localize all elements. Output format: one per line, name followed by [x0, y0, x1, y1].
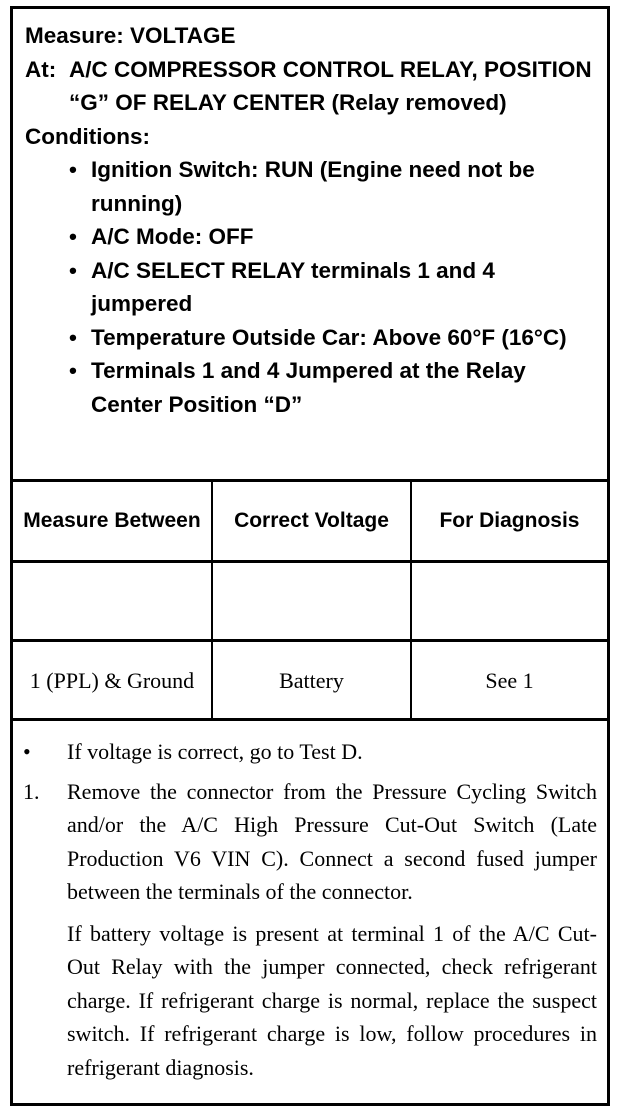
measurement-table: [13, 482, 607, 721]
test-card: [10, 6, 610, 1106]
bullet-icon: •: [69, 257, 77, 283]
cell-for-diagnosis: See 1: [411, 641, 607, 720]
bullet-icon: •: [69, 324, 77, 350]
cell-measure-between: 1 (PPL) & Ground: [13, 641, 212, 720]
condition-item: [69, 220, 597, 254]
condition-item: [69, 153, 597, 220]
diagnosis-notes: [13, 727, 607, 1084]
note-number: 1.: [23, 778, 40, 804]
spacer-cell: [212, 562, 411, 641]
column-header-measure-between: Measure Between: [13, 482, 212, 562]
condition-item: [69, 354, 597, 421]
test-header: [13, 9, 607, 482]
condition-text: A/C SELECT RELAY terminals 1 and 4 jumpered: [91, 257, 495, 316]
at-label: At:: [25, 56, 57, 82]
bullet-icon: •: [69, 224, 77, 249]
condition-item: [69, 254, 597, 321]
cell-correct-voltage: Battery: [212, 641, 411, 720]
bullet-icon: •: [69, 157, 77, 182]
at-row: [25, 53, 597, 120]
at-location: A/C COMPRESSOR CONTROL RELAY, POSITION “G” OF RELAY CENTER (Relay removed): [69, 56, 592, 115]
condition-text: Ignition Switch: RUN (Engine need not be running): [91, 157, 535, 216]
note-paragraph: If battery voltage is present at terminal 1 of the A/C Cut-Out Relay with the jumper connected, check refrigerant charge. If refrigerant charge is normal, replace the suspect switch. If refrigerant charge is low, follow procedures in refrigerant diagnosis.: [67, 920, 597, 1080]
measure-line: Measure: VOLTAGE: [25, 23, 236, 48]
bullet-icon: •: [23, 739, 31, 764]
note-bullet-item: [23, 735, 597, 769]
spacer-cell: [411, 562, 607, 641]
conditions-list: [25, 153, 597, 421]
condition-text: Terminals 1 and 4 Jumpered at the Relay Center Position “D”: [91, 358, 526, 417]
note-text: If voltage is correct, go to Test D.: [67, 739, 363, 764]
column-header-for-diagnosis: For Diagnosis: [411, 482, 607, 562]
note-paragraph: Remove the connector from the Pressure Cycling Switch and/or the A/C High Pressure Cut-Out Switch (Late Production V6 VIN C). Connect a second fused jumper between the terminals of the connector.: [67, 778, 597, 904]
note-body: [67, 775, 597, 1085]
condition-item: [69, 321, 597, 355]
note-numbered-item: [23, 775, 597, 1085]
table-spacer-row: [13, 562, 607, 641]
bullet-icon: •: [69, 358, 77, 383]
condition-text: Temperature Outside Car: Above 60°F (16°C): [91, 324, 567, 350]
spacer-cell: [13, 562, 212, 641]
table-header-row: [13, 482, 607, 562]
condition-text: A/C Mode: OFF: [91, 224, 254, 249]
conditions-label: Conditions:: [25, 123, 150, 149]
table-row: [13, 641, 607, 720]
column-header-correct-voltage: Correct Voltage: [212, 482, 411, 562]
